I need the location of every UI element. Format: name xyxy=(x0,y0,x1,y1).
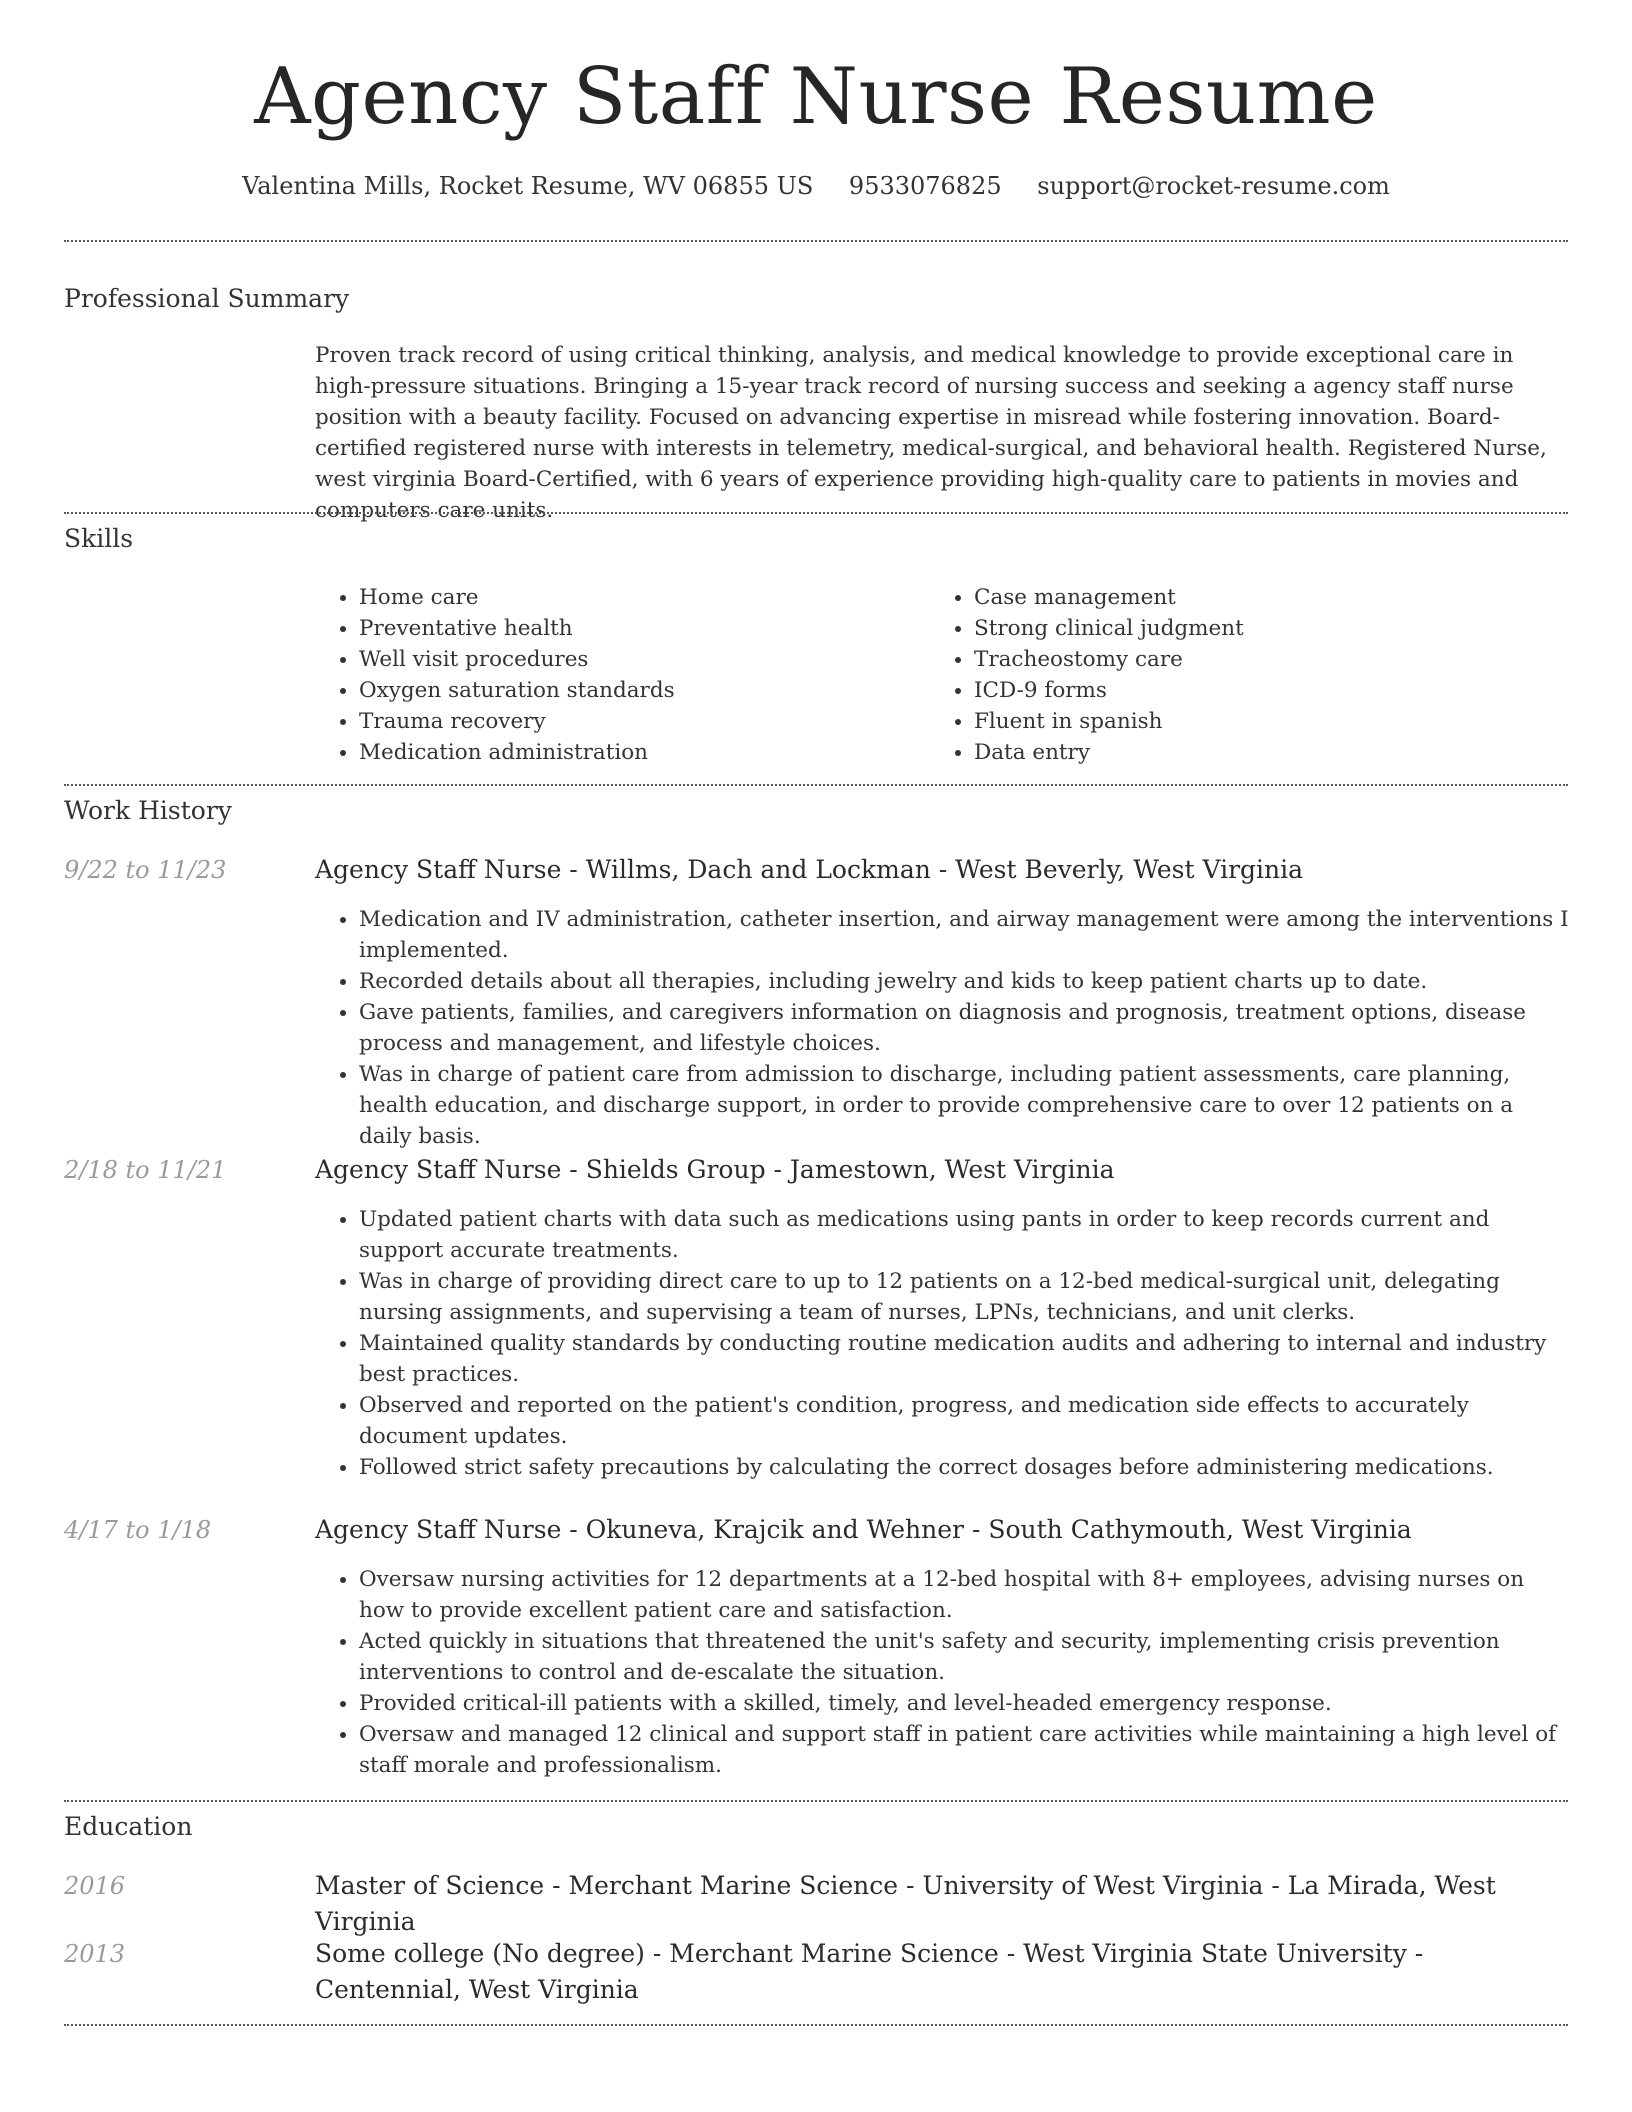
divider xyxy=(64,1800,1568,1802)
divider xyxy=(64,512,1568,514)
job-bullets xyxy=(315,904,1569,1152)
job-dates: 2/18 to 11/21 xyxy=(64,1156,227,1184)
contact-address: Valentina Mills, Rocket Resume, WV 06855 US xyxy=(242,172,814,200)
skill-item: • Medication administration xyxy=(359,737,675,768)
job-title: Agency Staff Nurse - Shields Group - Jamestown, West Virginia xyxy=(315,1155,1115,1184)
job-bullet: • Followed strict safety precautions by calculating the correct dosages before administering medications. xyxy=(359,1452,1569,1483)
job-bullets xyxy=(315,1204,1569,1483)
education-year: 2016 xyxy=(64,1872,126,1900)
skill-item: • Strong clinical judgment xyxy=(974,613,1244,644)
skill-item: • ICD-9 forms xyxy=(974,675,1244,706)
skill-item: • Well visit procedures xyxy=(359,644,675,675)
skill-item: • Fluent in spanish xyxy=(974,706,1244,737)
divider xyxy=(64,2024,1568,2026)
summary-heading: Professional Summary xyxy=(64,284,350,313)
contact-line xyxy=(0,172,1632,200)
job-bullet: • Gave patients, families, and caregivers information on diagnosis and prognosis, treatment options, disease process and management, and lifestyle choices. xyxy=(359,997,1569,1059)
job-bullet: • Provided critical-ill patients with a skilled, timely, and level-headed emergency response. xyxy=(359,1688,1569,1719)
job-bullet: • Acted quickly in situations that threatened the unit's safety and security, implementing crisis prevention interventions to control and de-escalate the situation. xyxy=(359,1626,1569,1688)
job-bullet: • Was in charge of providing direct care to up to 12 patients on a 12-bed medical-surgical unit, delegating nursing assignments, and supervising a team of nurses, LPNs, technicians, and unit clerks. xyxy=(359,1266,1569,1328)
skills-heading: Skills xyxy=(64,524,134,553)
job-bullet: • Observed and reported on the patient's condition, progress, and medication side effects to accurately document updates. xyxy=(359,1390,1569,1452)
summary-text: Proven track record of using critical thinking, analysis, and medical knowledge to provide exceptional care in high-pressure situations. Bringing a 15-year track record of nursing success and seeking a agency staff nurse position with a beauty facility. Focused on advancing expertise in misread while fostering innovation. Board-certified registered nurse with interests in telemetry, medical-surgical, and behavioral health. Registered Nurse, west virginia Board-Certified, with 6 years of experience providing high-quality care to patients in movies and computers care units. xyxy=(315,343,1547,523)
job-bullets xyxy=(315,1564,1569,1781)
skill-item: • Preventative health xyxy=(359,613,675,644)
job-bullet: • Maintained quality standards by conducting routine medication audits and adhering to internal and industry best practices. xyxy=(359,1328,1569,1390)
contact-email: support@rocket-resume.com xyxy=(1037,172,1390,200)
skill-item: • Tracheostomy care xyxy=(974,644,1244,675)
divider xyxy=(64,784,1568,786)
contact-phone: 9533076825 xyxy=(848,172,1002,200)
job-bullet: • Oversaw and managed 12 clinical and support staff in patient care activities while maintaining a high level of staff morale and professionalism. xyxy=(359,1719,1569,1781)
skill-item: • Trauma recovery xyxy=(359,706,675,737)
education-title: Some college (No degree) - Merchant Marine Science - West Virginia State University - Centennial, West Virginia xyxy=(315,1939,1424,2004)
skill-item: • Data entry xyxy=(974,737,1244,768)
work-heading: Work History xyxy=(64,796,232,825)
job-title: Agency Staff Nurse - Okuneva, Krajcik and Wehner - South Cathymouth, West Virginia xyxy=(315,1515,1412,1544)
skill-item: • Case management xyxy=(974,582,1244,613)
resume-title: Agency Staff Nurse Resume xyxy=(254,52,1378,142)
job-bullet: • Was in charge of patient care from admission to discharge, including patient assessments, care planning, health education, and discharge support, in order to provide comprehensive care to over 12 patients on a daily basis. xyxy=(359,1059,1569,1152)
education-heading: Education xyxy=(64,1812,193,1841)
skill-item: • Oxygen saturation standards xyxy=(359,675,675,706)
skill-item: • Home care xyxy=(359,582,675,613)
job-bullet: • Medication and IV administration, catheter insertion, and airway management were among the interventions I implemented. xyxy=(359,904,1569,966)
job-dates: 9/22 to 11/23 xyxy=(64,856,227,884)
skills-list-right xyxy=(930,582,1244,768)
job-bullet: • Recorded details about all therapies, including jewelry and kids to keep patient charts up to date. xyxy=(359,966,1569,997)
divider xyxy=(64,240,1568,242)
job-bullet: • Updated patient charts with data such as medications using pants in order to keep records current and support accurate treatments. xyxy=(359,1204,1569,1266)
skills-list-left xyxy=(315,582,675,768)
job-title: Agency Staff Nurse - Willms, Dach and Lockman - West Beverly, West Virginia xyxy=(315,855,1304,884)
education-title: Master of Science - Merchant Marine Science - University of West Virginia - La Mirada, West Virginia xyxy=(315,1871,1496,1936)
job-dates: 4/17 to 1/18 xyxy=(64,1516,212,1544)
education-year: 2013 xyxy=(64,1940,126,1968)
job-bullet: • Oversaw nursing activities for 12 departments at a 12-bed hospital with 8+ employees, advising nurses on how to provide excellent patient care and satisfaction. xyxy=(359,1564,1569,1626)
